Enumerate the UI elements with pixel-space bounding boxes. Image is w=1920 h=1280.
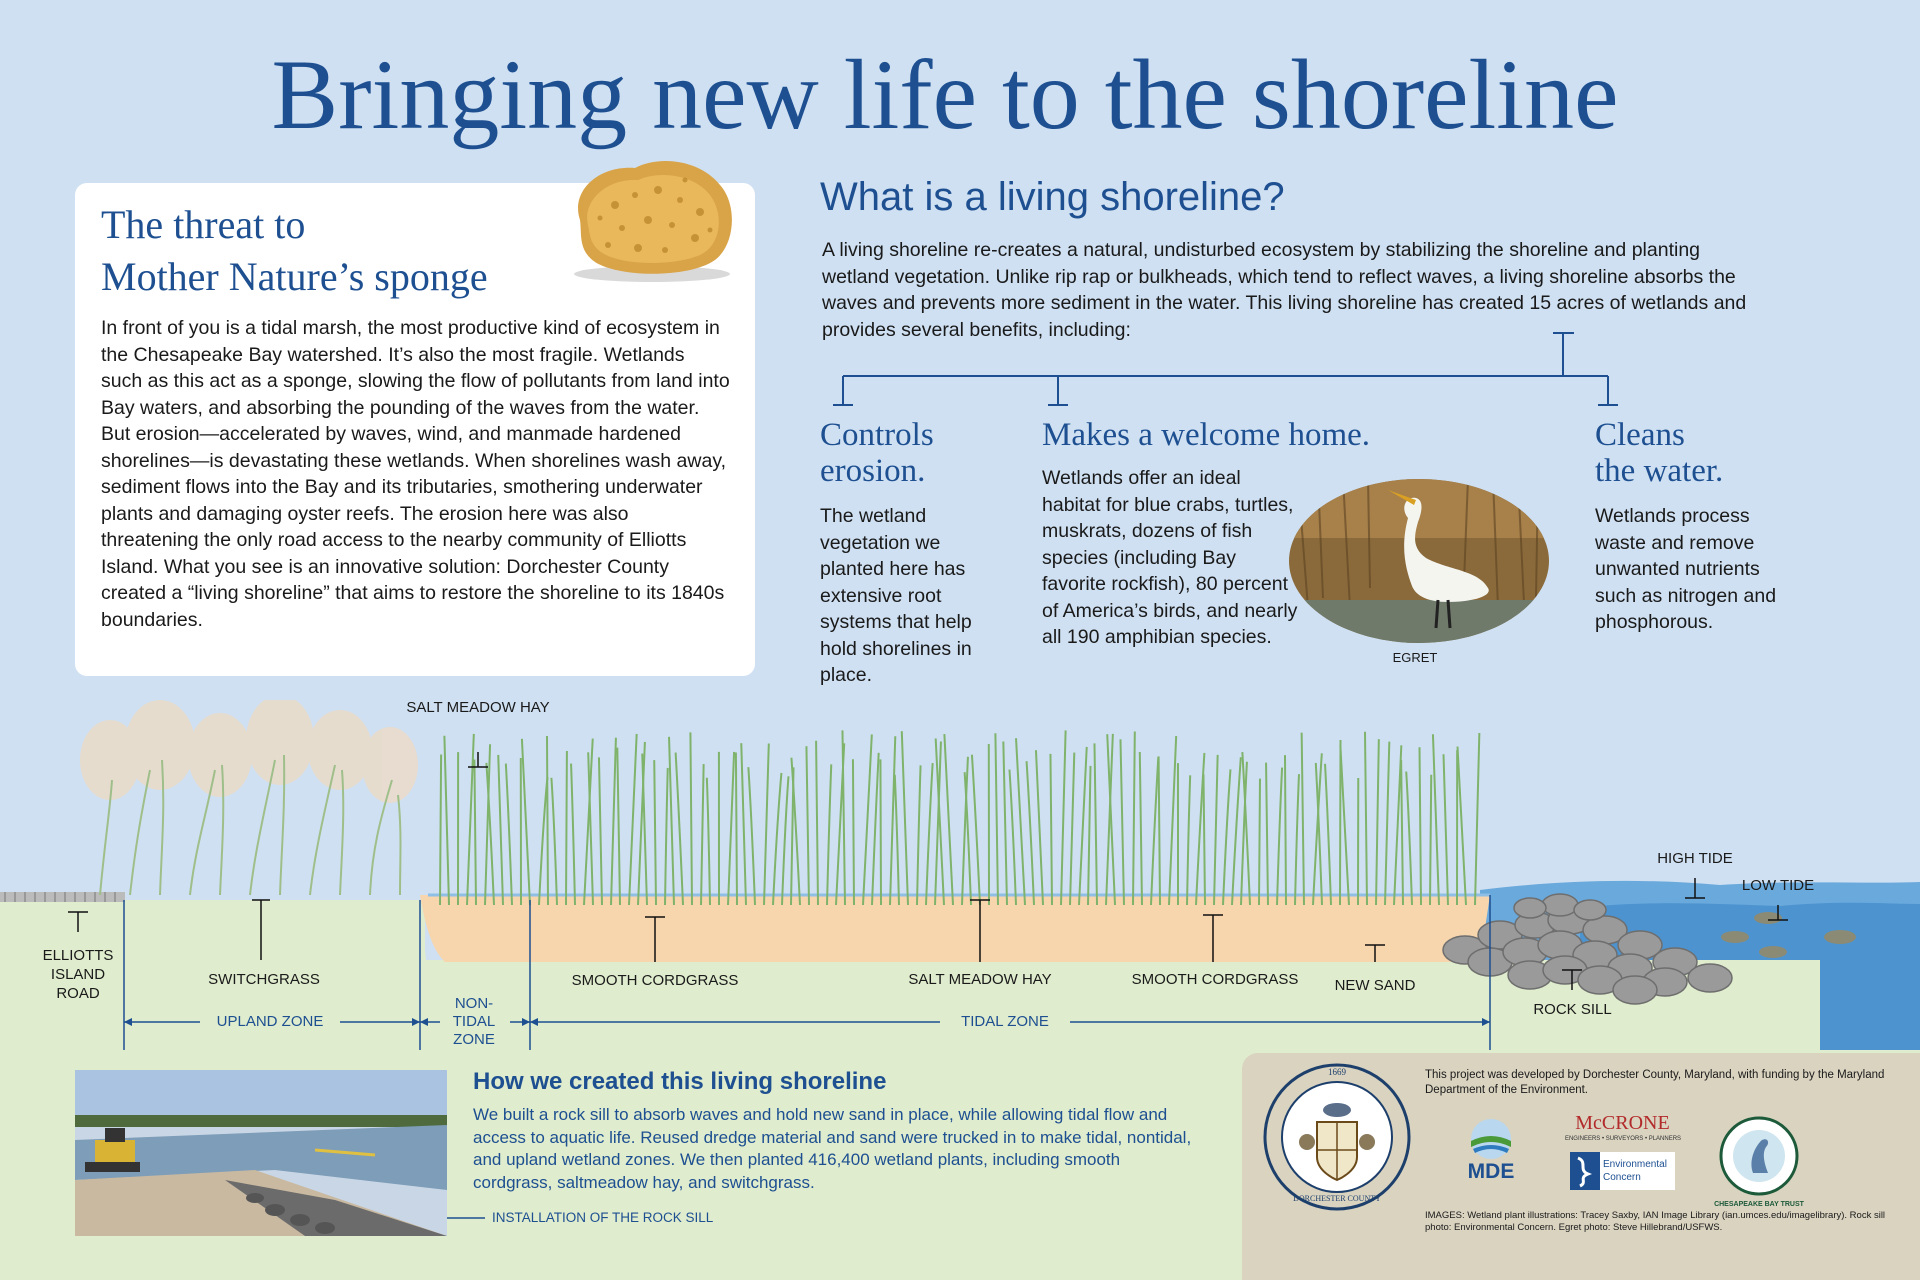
- benefit-title-line-1: Cleans: [1595, 417, 1685, 453]
- grass-blade: [547, 736, 548, 905]
- seal-year: 1669: [1328, 1067, 1346, 1077]
- grass-blade: [1420, 747, 1421, 905]
- zone-upland: UPLAND ZONE: [216, 1013, 324, 1030]
- grass-blade: [1140, 752, 1142, 905]
- mccrone-logo: McCRONE: [1575, 1112, 1670, 1134]
- grass-blade: [1223, 769, 1230, 905]
- cbt-logo-text: CHESAPEAKE BAY TRUST: [1714, 1201, 1804, 1208]
- label-line: ISLAND: [50, 966, 106, 983]
- grass-blade: [1050, 754, 1052, 905]
- grass-blade: [995, 733, 998, 905]
- grass-blade: [917, 765, 921, 905]
- grass-blade: [1285, 755, 1286, 905]
- grass-blade: [1036, 750, 1043, 905]
- grass-blade: [842, 730, 845, 905]
- grass-blade: [1187, 775, 1190, 905]
- grass-blade: [902, 731, 908, 905]
- photo-caption-pointer: [447, 1208, 487, 1228]
- grass-blade: [467, 734, 474, 905]
- grass-blade: [1151, 757, 1158, 905]
- threat-title-line-2: Mother Nature’s sponge: [101, 254, 488, 299]
- grass-blade: [669, 737, 674, 905]
- label-salt-meadow-hay-top: SALT MEADOW HAY: [406, 699, 550, 716]
- grass-blade: [522, 739, 530, 905]
- grass-blade: [1079, 747, 1087, 905]
- grass-blade: [965, 772, 971, 905]
- label-smooth-cordgrass-1: SMOOTH CORDGRASS: [571, 972, 739, 989]
- grass-blade: [1475, 733, 1479, 905]
- zone-line: NON-: [454, 995, 494, 1012]
- grass-blade: [926, 763, 933, 905]
- grass-blade: [1169, 736, 1176, 905]
- grass-blade: [1457, 747, 1466, 905]
- project-credit: This project was developed by Dorchester County, Maryland, with funding by the Maryland Department of the Environment.: [1425, 1069, 1885, 1096]
- grass-blade: [611, 738, 616, 905]
- dorchester-county-seal: [1262, 1062, 1412, 1212]
- grass-blade: [1203, 774, 1205, 905]
- grass-blade: [1094, 743, 1097, 905]
- label-low-tide: LOW TIDE: [1741, 877, 1815, 894]
- benefit-cleans-water: [1595, 417, 1795, 636]
- egret-caption: EGRET: [1392, 650, 1438, 665]
- grass-blade: [1070, 753, 1074, 905]
- grass-blade: [676, 753, 683, 905]
- grass-blade: [872, 753, 879, 905]
- threat-title-line-1: The threat to: [101, 202, 306, 247]
- grass-blade: [816, 741, 818, 905]
- grass-blade: [599, 757, 602, 905]
- grass-blade: [741, 743, 746, 905]
- grass-blade: [571, 764, 575, 905]
- grass-blade: [972, 755, 980, 905]
- page-title: Bringing new life to the shoreline: [271, 39, 1619, 150]
- grass-blade: [748, 767, 755, 905]
- grass-blade: [654, 760, 656, 905]
- seal-name: DORCHESTER COUNTY: [1293, 1194, 1381, 1203]
- grass-blade: [827, 764, 831, 905]
- grass-blade: [444, 736, 449, 905]
- label-elliotts-island-road: [30, 946, 126, 1003]
- grass-blade: [1016, 738, 1025, 905]
- grass-blade: [1325, 764, 1331, 905]
- benefit-title-line-2: the water.: [1595, 453, 1724, 489]
- benefit-title-line-2: erosion.: [820, 453, 926, 489]
- threat-body: In front of you is a tidal marsh, the most productive kind of ecosystem in the Chesapeake Bay watershed. It’s also the most fragile. Wetlands such as this act as a sponge, slowing the flow of pollutants from land into Bay waters, and absorbing the pounding of the waves from the water. But erosion—accelerated by waves, wind, and manmade hardened shorelines—is devastating these wetlands. When shorelines wash away, sediment flows into the Bay and its tributaries, smothering underwater plants and damaging oyster reefs. The erosion here was also threatening the only road access to the nearby community of Elliotts Island. What you see is an innovative solution: Dorchester County created a “living shoreline” that aims to restore the shoreline to its 1840s boundaries.: [101, 317, 730, 631]
- grass-blade: [539, 777, 547, 905]
- grass-blade: [1232, 757, 1241, 905]
- grass-blade: [1088, 766, 1091, 905]
- grass-blade: [1214, 755, 1218, 905]
- benefit-body: The wetland vegetation we planted here has extensive root systems that help hold shorelines in place.: [820, 505, 972, 686]
- grass-blade: [1277, 768, 1282, 905]
- rock-sill-photo: [75, 1070, 447, 1236]
- label-rock-sill: ROCK SILL: [1533, 1001, 1612, 1018]
- mde-logo-text: MDE: [1467, 1160, 1515, 1183]
- benefits-bracket: [0, 0, 1920, 420]
- grass-blade: [1376, 739, 1379, 905]
- zone-nontidal: [438, 995, 510, 1049]
- grass-blade: [806, 746, 809, 905]
- label-line: ELLIOTTS: [42, 947, 114, 964]
- zone-line: TIDAL: [452, 1013, 496, 1030]
- environmental-concern-logo: [1570, 1152, 1675, 1190]
- grass-blade: [551, 778, 557, 905]
- grass-blade: [1340, 746, 1349, 905]
- benefit-body: Wetlands offer an ideal habitat for blue crabs, turtles, muskrats, dozens of fish species (including Bay favorite rockfish), 80 percent of America’s birds, and nearly all 190 amphibian species.: [1042, 467, 1298, 648]
- chesapeake-bay-trust-logo: [1718, 1115, 1800, 1197]
- grass-blade: [642, 754, 647, 905]
- grass-blade: [1302, 733, 1304, 905]
- grass-blade: [629, 734, 637, 905]
- grass-blade: [1133, 731, 1135, 905]
- grass-blade: [1430, 775, 1431, 905]
- grass-blade: [736, 753, 737, 905]
- photo-caption: INSTALLATION OF THE ROCK SILL: [492, 1210, 714, 1225]
- grass-blade: [701, 764, 704, 905]
- grass-blade: [1259, 779, 1260, 905]
- grass-blade: [880, 759, 881, 905]
- grass-blade: [1061, 730, 1066, 905]
- grass-blade: [1401, 760, 1403, 905]
- grass-blade: [1433, 734, 1439, 905]
- env-concern-line-1: Environmental: [1603, 1159, 1667, 1170]
- grass-blade: [1159, 756, 1160, 905]
- label-smooth-cordgrass-2: SMOOTH CORDGRASS: [1131, 971, 1299, 988]
- label-new-sand: NEW SAND: [1334, 977, 1416, 994]
- grass-blade: [1385, 742, 1389, 905]
- grass-blade: [1027, 761, 1034, 905]
- grass-blade: [1365, 732, 1367, 905]
- grass-blade: [1295, 774, 1299, 905]
- benefit-title-line-1: Controls: [820, 417, 934, 453]
- grass-blade: [1003, 742, 1007, 905]
- grass-blade: [1444, 754, 1448, 905]
- grass-blade: [944, 734, 953, 905]
- grass-blade: [1009, 770, 1016, 905]
- benefit-title-line-1: Makes a welcome home.: [1042, 417, 1371, 453]
- label-switchgrass: SWITCHGRASS: [208, 971, 320, 988]
- living-shoreline-title: What is a living shoreline?: [820, 175, 1285, 219]
- zone-line: ZONE: [453, 1031, 495, 1048]
- grass-blade: [474, 759, 476, 905]
- how-title: How we created this living shoreline: [473, 1068, 887, 1095]
- living-shoreline-body: A living shoreline re-creates a natural, undisturbed ecosystem by stabilizing the shoreline and planting wetland vegetation. Unlike rip rap or bulkheads, which tend to reflect waves, a living shoreline absorbs the waves and prevents more sediment in the water. This living shoreline has created 15 acres of wetlands and provides several benefits, including:: [822, 239, 1747, 341]
- grass-blade: [690, 732, 692, 905]
- grass-blade: [1266, 763, 1268, 905]
- grass-blade: [773, 773, 781, 905]
- mccrone-subtitle: ENGINEERS • SURVEYORS • PLANNERS: [1564, 1136, 1682, 1142]
- zone-tidal: TIDAL ZONE: [961, 1013, 1049, 1030]
- shoreline-diagram: [0, 700, 1920, 1060]
- environmental-concern-icon: [1570, 1152, 1600, 1190]
- egret-photo: [1288, 478, 1550, 644]
- grass-blade: [440, 755, 441, 905]
- grass-blade: [617, 748, 620, 905]
- label-high-tide: HIGH TIDE: [1657, 850, 1733, 867]
- grass-blade: [506, 764, 512, 905]
- cordgrass-blades: [440, 730, 1479, 905]
- benefit-controls-erosion: [820, 417, 1000, 689]
- grass-blade: [665, 768, 668, 905]
- grass-blade: [853, 759, 854, 905]
- grass-blade: [863, 734, 872, 905]
- how-body: We built a rock sill to absorb waves and hold new sand in place, while allowing tidal flow and access to aquatic life. Reused dredge material and sand were trucked in to make tidal, nontidal, and upland wetland zones. We then planted 416,400 wetland plants, including smooth cordgrass, saltmeadow hay, and switchgrass.: [473, 1105, 1192, 1192]
- images-credit: IMAGES: Wetland plant illustrations: Tracey Saxby, IAN Image Library (ian.umces.edu/imagelibrary). Rock sill photo: Environmental Concern. Egret photo: Steve Hillebrand/USFWS.: [1425, 1210, 1886, 1233]
- grass-blade: [782, 776, 788, 905]
- env-concern-line-2: Concern: [1603, 1172, 1641, 1183]
- benefit-body: Wetlands process waste and remove unwanted nutrients such as nitrogen and phosphorous.: [1595, 505, 1777, 633]
- grass-blade: [566, 751, 567, 905]
- grass-blade: [890, 736, 895, 905]
- grass-blade: [1406, 772, 1412, 905]
- label-line: ROAD: [56, 985, 100, 1002]
- grass-blade: [895, 775, 899, 905]
- grass-blade: [764, 744, 769, 905]
- grass-blade: [728, 752, 734, 905]
- label-salt-meadow-hay: SALT MEADOW HAY: [908, 971, 1052, 988]
- grass-blade: [1120, 739, 1124, 905]
- grass-blade: [498, 755, 503, 905]
- grass-blade: [707, 778, 710, 905]
